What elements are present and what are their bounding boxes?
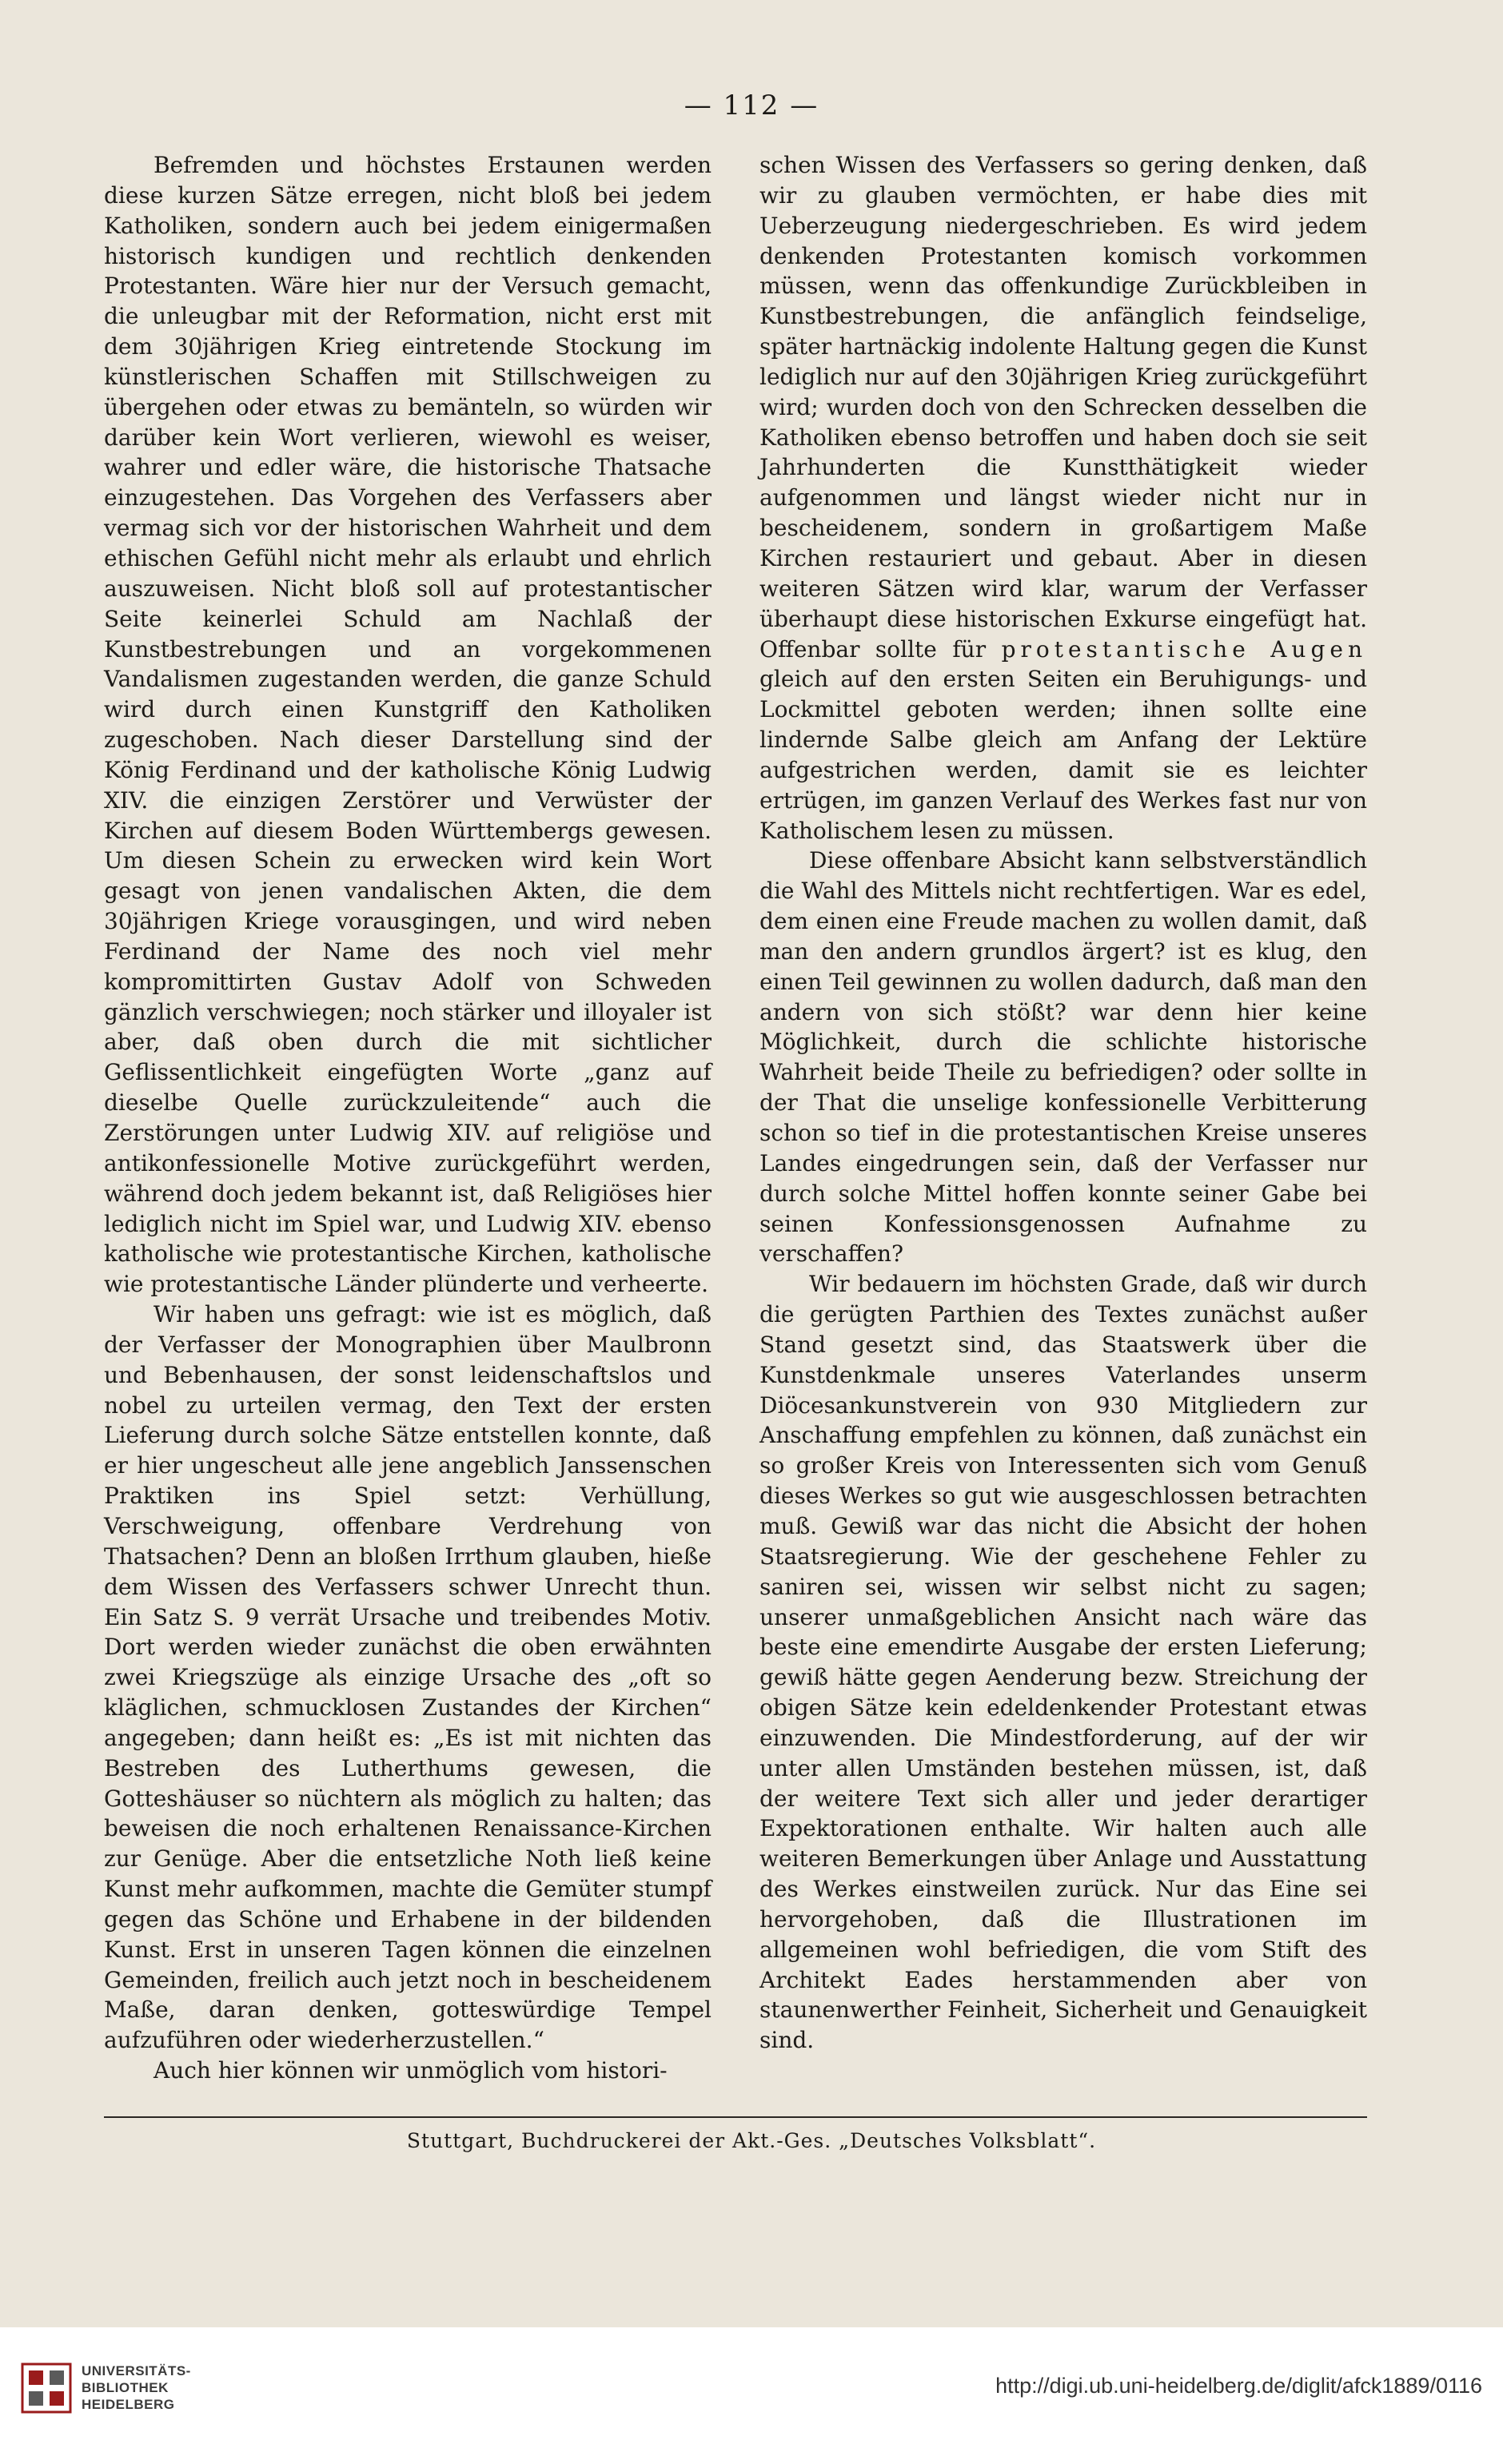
footer-rule [104,2116,1367,2118]
paragraph: Wir haben uns gefragt: wie ist es möglich, daß der Verfasser der Monographien über Maulbronn und Bebenhausen, der sonst leidenschaftslos und nobel zu urteilen vermag, den Text der ersten Lieferung durch solche Sätze entstellen konnte, daß er hier ungescheut alle jene angeblich Janssenschen Praktiken ins Spiel setzt: Verhüllung, Verschweigung, offenbare Verdrehung von Thatsachen? Denn an bloßen Irrthum glauben, hieße dem Wissen des Verfassers schwer Unrecht thun. Ein Satz S. 9 verrät Ursache und treibendes Motiv. Dort werden wieder zunächst die oben erwähnten zwei Kriegszüge als einzige Ursache des „oft so kläglichen, schmucklosen Zustandes der Kirchen“ angegeben; dann heißt es: „Es ist mit nichten das Bestreben des Lutherthums gewesen, die Gotteshäuser so nüchtern als möglich zu halten; das beweisen die noch erhaltenen Renaissance-Kirchen zur Genüge. Aber die entsetzliche Noth ließ keine Kunst mehr aufkommen, machte die Gemüter stumpf gegen das Schöne und Erhabene in der bildenden Kunst. Erst in unseren Tagen können die einzelnen Gemeinden, freilich auch jetzt noch in bescheidenem Maße, daran denken, gotteswürdige Tempel aufzuführen oder wiederherzustellen.“ [104,1301,712,2054]
paragraph: Auch hier können wir unmöglich vom histori- [153,2057,668,2084]
library-name-line: HEIDELBERG [82,2397,175,2412]
text-column-left [104,150,712,2086]
library-name-line: BIBLIOTHEK [82,2380,169,2395]
source-url-link[interactable]: http://digi.ub.uni-heidelberg.de/diglit/afck1889/0116 [995,2374,1482,2398]
emphasized-text: protestantische Augen [1001,635,1367,663]
paragraph: Befremden und höchstes Erstaunen werden diese kurzen Sätze erregen, nicht bloß bei jedem Katholiken, sondern auch bei jedem einigermaßen historisch kundigen und rechtlich denkenden Protestanten. Wäre hier nur der Versuch gemacht, die unleugbar mit der Reformation, nicht erst mit dem 30jährigen Krieg eintretende Stockung im künstlerischen Schaffen mit Stillschweigen zu übergehen oder etwas zu bemänteln, so würden wir darüber kein Wort verlieren, wiewohl es weiser, wahrer und edler wäre, die historische Thatsache einzugestehen. Das Vorgehen des Verfassers aber vermag sich vor der historischen Wahrheit und dem ethischen Gefühl nicht mehr als erlaubt und ehrlich auszuweisen. Nicht bloß soll auf protestantischer Seite keinerlei Schuld am Nachlaß der Kunstbestrebungen und an vorgekommenen Vandalismen zugestanden werden, die ganze Schuld wird durch einen Kunstgriff den Katholiken zugeschoben. Nach dieser Darstellung sind der König Ferdinand und der katholische König Ludwig XIV. die einzigen Zerstörer und Verwüster der Kirchen auf diesem Boden Württembergs gewesen. Um diesen Schein zu erwecken wird kein Wort gesagt von jenen vandalischen Akten, die dem 30jährigen Kriege vorausgingen, und wird neben Ferdinand der Name des noch viel mehr kompromittirten Gustav Adolf von Schweden gänzlich verschwiegen; noch stärker und illoyaler ist aber, daß oben durch die mit sichtlicher Geflissentlichkeit eingefügten Worte „ganz auf dieselbe Quelle zurückzuleitende“ auch die Zerstörungen unter Ludwig XIV. auf religiöse und antikonfessionelle Motive zurückgeführt werden, während doch jedem bekannt ist, daß Religiöses hier lediglich nicht im Spiel war, und Ludwig XIV. ebenso katholische wie protestantische Kirchen, katholische wie protestantische Länder plünderte und verheerte. [104,152,712,1298]
university-seal-icon [21,2362,72,2414]
library-name [82,2362,191,2413]
library-name-line: UNIVERSITÄTS- [82,2363,191,2378]
printer-imprint: Stuttgart, Buchdruckerei der Akt.-Ges. „Deutsches Volksblatt“. [406,2129,1097,2152]
digitization-footer [0,2327,1503,2464]
page-number: — 112 — [684,90,819,121]
paragraph-continued [759,150,1367,846]
paragraph-text: schen Wissen des Verfassers so gering denken, daß wir zu glauben vermöchten, er habe dies mit Ueberzeugung niedergeschrieben. Es wird jedem denkenden Protestanten komisch vorkommen müssen, wenn das offenkundige Zurückbleiben in Kunstbestrebungen, die anfänglich feindselige, später hartnäckig indolente Haltung gegen die Kunst lediglich nur auf den 30jährigen Krieg zurückgeführt wird; wurden doch von den Schrecken desselben die Katholiken ebenso betroffen und haben doch sie seit Jahrhunderten die Kunstthätigkeit wieder aufgenommen und längst wieder nicht nur in bescheidenem, sondern in großartigem Maße Kirchen restauriert und gebaut. Aber in diesen weiteren Sätzen wird klar, warum der Verfasser überhaupt diese historischen Exkurse eingefügt hat. Offenbar sollte für [759,152,1367,663]
library-logo[interactable] [21,2359,189,2423]
paragraph-text: gleich auf den ersten Seiten ein Beruhigungs- und Lockmittel geboten werden; ihnen sollte eine lindernde Salbe gleich am Anfang der Lektüre aufgestrichen werden, damit sie es leichter ertrügen, im ganzen Verlauf des Werkes fast nur von Katholischem lesen zu müssen. [759,666,1367,844]
text-column-right [759,150,1367,2056]
paragraph: Wir bedauern im höchsten Grade, daß wir durch die gerügten Parthien des Textes zunächst außer Stand gesetzt sind, das Staatswerk über die Kunstdenkmale unseres Vaterlandes unserm Diöcesankunstverein von 930 Mitgliedern zur Anschaffung empfehlen zu können, daß zunächst ein so großer Kreis von Interessenten sich vom Genuß dieses Werkes so gut wie ausgeschlossen betrachten muß. Gewiß war das nicht die Absicht der hohen Staatsregierung. Wie der geschehene Fehler zu saniren sei, wissen wir selbst nicht zu sagen; unserer unmaßgeblichen Ansicht nach wäre das beste eine emendirte Ausgabe der ersten Lieferung; gewiß hätte gegen Aenderung bezw. Streichung der obigen Sätze kein edeldenkender Protestant etwas einzuwenden. Die Mindestforderung, auf der wir unter allen Umständen bestehen müssen, ist, daß der weitere Text sich aller und jeder derartiger Expektorationen enthalte. Wir halten auch alle weiteren Bemerkungen über Anlage und Ausstattung des Werkes einstweilen zurück. Nur das Eine sei hervorgehoben, daß die Illustrationen im allgemeinen wohl befriedigen, die vom Stift des Architekt Eades herstammenden aber von staunenwerther Feinheit, Sicherheit und Genauigkeit sind. [759,1271,1367,2054]
paragraph: Diese offenbare Absicht kann selbstverständlich die Wahl des Mittels nicht rechtfertigen. War es edel, dem einen eine Freude machen zu wollen damit, daß man den andern grundlos ärgert? ist es klug, den einen Teil gewinnen zu wollen dadurch, daß man den andern von sich stößt? war denn hier keine Möglichkeit, durch die schlichte historische Wahrheit beide Theile zu befriedigen? oder sollte in der That die unselige konfessionelle Verbitterung schon so tief in die protestantischen Kreise unseres Landes eingedrungen sein, daß der Verfasser nur durch solche Mittel hoffen konnte seiner Gabe bei seinen Konfessionsgenossen Aufnahme zu verschaffen? [759,847,1367,1268]
